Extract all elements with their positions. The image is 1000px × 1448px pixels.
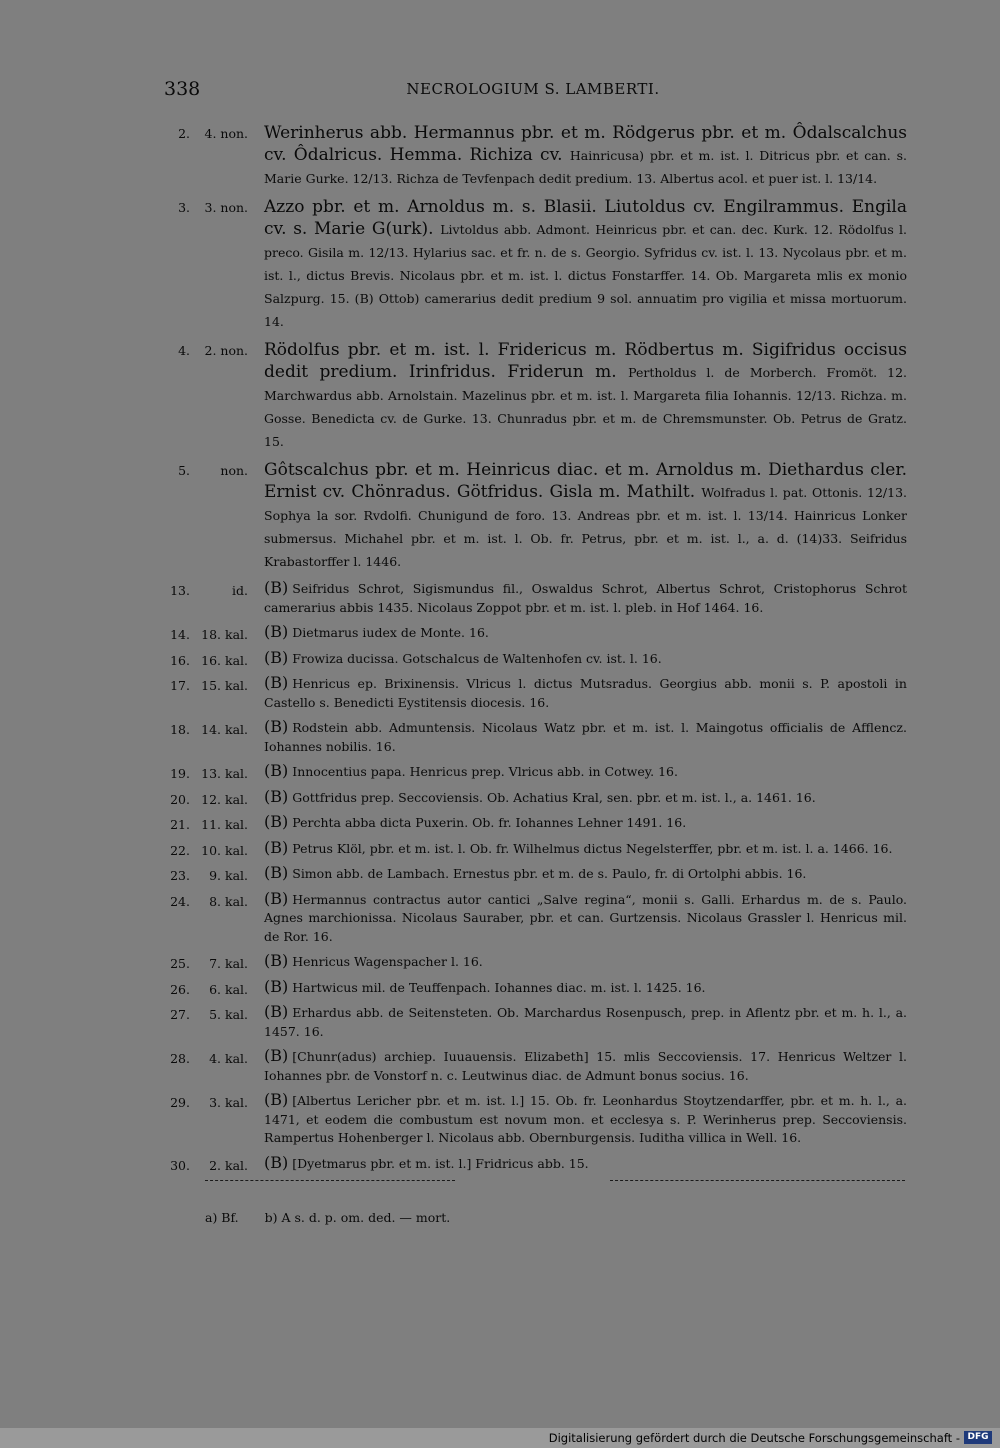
hand-b-marker: (B) — [264, 578, 289, 597]
entry-text: (B) Innocentius papa. Henricus prep. Vlricus abb. in Cotwey. 16. — [264, 761, 678, 780]
hand-b-marker: (B) — [264, 673, 289, 692]
entry-text — [264, 196, 907, 333]
entry-text: (B) [Chunr(adus) archiep. Iuuauensis. Elizabeth] 15. mlis Seccoviensis. 17. Henricus Weltzer l. Iohannes pbr. de Vonstorf n. c. Leutwinus diac. de Admunt bonus socius. 16. — [264, 1046, 907, 1083]
separator-rule-right — [610, 1180, 905, 1181]
entry-day: 14. — [170, 627, 190, 642]
entry-text: (B) Henricus Wagenspacher l. 16. — [264, 951, 483, 970]
hand-b-marker: (B) — [264, 888, 289, 908]
entry-day: 17. — [170, 678, 190, 693]
entry-date: 4. kal. — [209, 1051, 248, 1066]
entry-day: 24. — [170, 893, 190, 909]
entry-3 — [0, 196, 1000, 333]
entry-text: (B) [Albertus Lericher pbr. et m. ist. l.] 15. Ob. fr. Leonhardus Stoytzendarffer, pbr. et m. h. l., a. 1471, et eodem die combustum est novum mon. et ecclesya s. P. Werinherus prep. Seccoviensis. Rampertus Hohenberger l. Nicolaus abb. Obernburgensis. Iuditha villica in Well. 16. — [264, 1090, 907, 1145]
hand-b-marker: (B) — [264, 717, 289, 736]
dfg-logo: DFG — [964, 1431, 992, 1444]
entry-day: 26. — [170, 981, 190, 997]
hand-b-marker: (B) — [264, 812, 289, 831]
footnote-a: a) Bf. — [205, 1210, 239, 1225]
entry-text: (B) Gottfridus prep. Seccoviensis. Ob. Achatius Kral, sen. pbr. et m. ist. l., a. 1461. 16. — [264, 786, 816, 806]
hand-b-marker: (B) — [264, 622, 289, 641]
entry-text — [264, 339, 907, 453]
hand-b-marker: (B) — [264, 837, 289, 857]
entry-19 — [0, 762, 1000, 782]
entry-2 — [0, 122, 1000, 190]
entry-22 — [0, 839, 1000, 859]
entry-date: 8. kal. — [209, 893, 248, 909]
entry-25 — [0, 952, 1000, 972]
entry-text: (B) Dietmarus iudex de Monte. 16. — [264, 622, 489, 641]
entry-date: 13. kal. — [201, 766, 248, 781]
entry-day: 20. — [170, 791, 190, 807]
digitization-footer — [0, 1428, 1000, 1448]
hand-b-marker: (B) — [264, 761, 289, 780]
hand-b-marker: (B) — [264, 951, 289, 970]
entry-21 — [0, 813, 1000, 833]
entry-date: 2. kal. — [209, 1157, 248, 1173]
entry-text: (B) Henricus ep. Brixinensis. Vlricus l. dictus Mutsradus. Georgius abb. monii s. P. apostoli in Castello s. Benedicti Eystitensis diocesis. 16. — [264, 673, 907, 710]
entry-text — [264, 459, 907, 573]
entry-date: 3. kal. — [209, 1095, 248, 1110]
entry-day: 30. — [170, 1157, 190, 1173]
entry-text: (B) Seifridus Schrot, Sigismundus fil., Oswaldus Schrot, Albertus Schrot, Cristophorus Schrot camerarius abbis 1435. Nicolaus Zoppot pbr. et m. ist. l. pleb. in Hof 1464. 16. — [264, 578, 907, 615]
entry-date: 7. kal. — [209, 956, 248, 971]
entry-date: 4. non. — [204, 126, 248, 141]
entry-24 — [0, 890, 1000, 947]
entry-date: 12. kal. — [201, 791, 248, 807]
entry-day: 4. — [178, 343, 190, 358]
entry-day: 28. — [170, 1051, 190, 1066]
entry-lead: Gôtscalchus pbr. et m. Heinricus diac. et m. Arnoldus m. Diethardus cler. Ernist cv. Chönradus. Götfridus. Gisla m. Mathilt. — [264, 460, 907, 502]
entry-27 — [0, 1003, 1000, 1041]
entry-text: (B) Hermannus contractus autor cantici „Salve regina“, monii s. Galli. Erhardus m. de s. Paulo. Agnes marchionissa. Nicolaus Sauraber, pbr. et can. Gurtzensis. Nicolaus Grassler l. Henricus mil. de Ror. 16. — [264, 888, 907, 944]
entry-date: 10. kal. — [201, 842, 248, 858]
entry-text: (B) Perchta abba dicta Puxerin. Ob. fr. Iohannes Lehner 1491. 16. — [264, 812, 687, 831]
entry-30 — [0, 1154, 1000, 1174]
entry-rest: Wolfradus l. pat. Ottonis. 12/13. Sophya la sor. Rvdolfi. Chunigund de foro. 13. Andreas pbr. et m. ist. l. 13/14. Hainricus Lonker submersus. Michahel pbr. et m. ist. l. Ob. fr. Petrus, pbr. et m. ist. l., a. d. (14)33. Seifridus Krabastorffer l. 1446. — [264, 485, 907, 569]
entry-lead: Rödolfus pbr. et m. ist. l. Fridericus m. Rödbertus m. Sigifridus occisus dedit predium. Irinfridus. Friderun m. — [264, 340, 907, 382]
entry-26 — [0, 978, 1000, 998]
entry-23 — [0, 864, 1000, 884]
footnotes — [205, 1210, 472, 1225]
entry-text: (B) [Dyetmarus pbr. et m. ist. l.] Fridricus abb. 15. — [264, 1152, 589, 1172]
entry-day: 2. — [178, 126, 190, 141]
entry-text: (B) Frowiza ducissa. Gotschalcus de Waltenhofen cv. ist. l. 16. — [264, 647, 662, 667]
hand-b-marker: (B) — [264, 647, 289, 667]
entry-day: 19. — [170, 766, 190, 781]
entry-lead: Azzo pbr. et m. Arnoldus m. s. Blasii. Liutoldus cv. Engilrammus. Engila cv. s. Marie G(urk). — [264, 197, 907, 239]
entry-date: 9. kal. — [209, 868, 248, 883]
entry-18 — [0, 718, 1000, 756]
entry-date: non. — [220, 463, 248, 478]
entry-16 — [0, 649, 1000, 669]
entry-day: 29. — [170, 1095, 190, 1110]
entry-text: (B) Hartwicus mil. de Teuffenpach. Iohannes diac. m. ist. l. 1425. 16. — [264, 976, 706, 996]
hand-b-marker: (B) — [264, 976, 289, 996]
entry-day: 18. — [170, 722, 190, 737]
entry-day: 21. — [170, 817, 190, 832]
entry-date: 15. kal. — [201, 678, 248, 693]
entry-date: 3. non. — [204, 200, 248, 215]
hand-b-marker: (B) — [264, 1090, 289, 1109]
entry-rest: Livtoldus abb. Admont. Heinricus pbr. et can. dec. Kurk. 12. Rödolfus l. preco. Gisila m. 12/13. Hylarius sac. et fr. n. de s. Georgio. Syfridus cv. ist. l. 13. Nycolaus pbr. et m. ist. l., dictus Brevis. Nicolaus pbr. et m. ist. l. dictus Fonstarffer. 14. Ob. Margareta mlis ex monio Salzpurg. 15. (B) Ottob) camerarius dedit predium 9 sol. annuatim pro vigilia et missa mortuorum. 14. — [264, 222, 907, 329]
hand-b-marker: (B) — [264, 1152, 289, 1172]
entry-text: (B) Erhardus abb. de Seitensteten. Ob. Marchardus Rosenpusch, prep. in Aflentz pbr. et m. h. l., a. 1457. 16. — [264, 1002, 907, 1039]
entry-day: 23. — [170, 868, 190, 883]
entry-text: (B) Simon abb. de Lambach. Ernestus pbr. et m. de s. Paulo, fr. di Ortolphi abbis. 16. — [264, 863, 807, 882]
page-header — [160, 78, 906, 102]
entry-date: 6. kal. — [209, 981, 248, 997]
entry-lead: Werinherus abb. Hermannus pbr. et m. Rödgerus pbr. et m. Ôdalscalchus cv. Ôdalricus. Hemma. Richiza cv. — [264, 123, 907, 165]
running-title: NECROLOGIUM S. LAMBERTI. — [406, 80, 660, 98]
footnote-b: b) A s. d. p. om. ded. — mort. — [264, 1210, 451, 1225]
entry-5 — [0, 459, 1000, 573]
entry-date: 14. kal. — [201, 722, 248, 737]
footnote-separator — [205, 1180, 905, 1184]
entry-29 — [0, 1091, 1000, 1148]
entry-day: 5. — [178, 463, 190, 478]
entry-text: (B) Rodstein abb. Admuntensis. Nicolaus Watz pbr. et m. ist. l. Maingotus officialis de Afflencz. Iohannes nobilis. 16. — [264, 717, 907, 754]
entry-day: 27. — [170, 1007, 190, 1022]
entry-17 — [0, 674, 1000, 712]
hand-b-marker: (B) — [264, 863, 289, 882]
necrology-entries — [0, 122, 1000, 1179]
entry-rest: Pertholdus l. de Morberch. Fromöt. 12. Marchwardus abb. Arnolstain. Mazelinus pbr. et m. ist. l. Margareta filia Iohannis. 12/13. Richza. m. Gosse. Benedicta cv. de Gurke. 13. Chunradus pbr. et m. de Chremsmunster. Ob. Petrus de Gratz. 15. — [264, 365, 907, 449]
entry-day: 13. — [170, 583, 190, 598]
entry-day: 3. — [178, 200, 190, 215]
entry-day: 22. — [170, 842, 190, 858]
entry-date: id. — [232, 583, 248, 598]
entry-4 — [0, 339, 1000, 453]
hand-b-marker: (B) — [264, 1046, 289, 1065]
entry-day: 16. — [170, 652, 190, 668]
hand-b-marker: (B) — [264, 786, 289, 806]
entry-rest: Hainricusa) pbr. et m. ist. l. Ditricus pbr. et can. s. Marie Gurke. 12/13. Richza de Tevfenpach dedit predium. 13. Albertus acol. et puer ist. l. 13/14. — [264, 148, 908, 186]
entry-text: (B) Petrus Klöl, pbr. et m. ist. l. Ob. fr. Wilhelmus dictus Negelsterffer, pbr. et m. ist. l. a. 1466. 16. — [264, 837, 893, 857]
entry-date: 18. kal. — [201, 627, 248, 642]
page-number: 338 — [164, 78, 201, 100]
entry-text — [264, 122, 907, 190]
entry-date: 2. non. — [204, 343, 248, 358]
entry-date: 11. kal. — [201, 817, 248, 832]
entry-13 — [0, 579, 1000, 617]
entry-14 — [0, 623, 1000, 643]
hand-b-marker: (B) — [264, 1002, 289, 1021]
entry-date: 5. kal. — [209, 1007, 248, 1022]
entry-20 — [0, 788, 1000, 808]
entry-date: 16. kal. — [201, 652, 248, 668]
entry-28 — [0, 1047, 1000, 1085]
entry-day: 25. — [170, 956, 190, 971]
footer-credit: Digitalisierung gefördert durch die Deutsche Forschungsgemeinschaft - — [548, 1431, 960, 1445]
separator-rule-left — [205, 1180, 455, 1181]
